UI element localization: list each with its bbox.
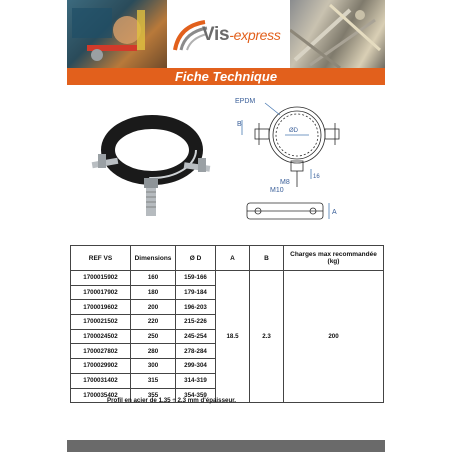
diameter-cell: 354-359 <box>176 388 216 403</box>
page-title: Fiche Technique <box>67 68 385 85</box>
tools-photo <box>67 0 167 68</box>
ref-cell: 1700021502 <box>71 315 131 330</box>
dim16-label: 16 <box>313 174 320 180</box>
dimensions-cell: 355 <box>131 388 176 403</box>
diameter-cell: 196-203 <box>176 300 216 315</box>
col-b: B <box>250 246 284 271</box>
diameter-label: ØD <box>289 128 298 134</box>
logo-text: Vis-express <box>202 24 281 45</box>
b-label: B <box>237 121 242 128</box>
screws-photo <box>290 0 385 68</box>
ref-cell: 1700031402 <box>71 373 131 388</box>
dimensions-cell: 280 <box>131 344 176 359</box>
material-note: Profil en acier de 1.35 ÷ 2.3 mm d'épaisseur. <box>107 397 237 404</box>
dimensions-cell: 180 <box>131 285 176 300</box>
table-row <box>71 271 384 286</box>
charge-value-cell: 200 <box>284 271 384 403</box>
col-ref: REF VS <box>71 246 131 271</box>
a-label: A <box>332 209 337 216</box>
diameter-cell: 299-304 <box>176 359 216 374</box>
footer-bar <box>67 440 385 452</box>
col-dimensions: Dimensions <box>131 246 176 271</box>
dimensions-cell: 250 <box>131 329 176 344</box>
diameter-cell: 179-184 <box>176 285 216 300</box>
ref-cell: 1700027802 <box>71 344 131 359</box>
diameter-cell: 278-284 <box>176 344 216 359</box>
vis-express-logo[interactable] <box>167 0 290 68</box>
diameter-cell: 159-166 <box>176 271 216 286</box>
ref-cell: 1700019602 <box>71 300 131 315</box>
m8-label: M8 <box>280 179 290 186</box>
dimensions-cell: 160 <box>131 271 176 286</box>
ref-cell: 1700024502 <box>71 329 131 344</box>
ref-cell: 1700035402 <box>71 388 131 403</box>
dimensions-cell: 315 <box>131 373 176 388</box>
dimensions-cell: 300 <box>131 359 176 374</box>
ref-cell: 1700017902 <box>71 285 131 300</box>
diameter-cell: 245-254 <box>176 329 216 344</box>
header-banner <box>67 0 385 68</box>
b-value-cell: 2.3 <box>250 271 284 403</box>
ref-cell: 1700029902 <box>71 359 131 374</box>
ref-cell: 1700015902 <box>71 271 131 286</box>
technical-drawing <box>225 95 390 235</box>
diameter-cell: 314-319 <box>176 373 216 388</box>
spec-table <box>70 245 384 403</box>
col-charge: Charges max recommandée (kg) <box>284 246 384 271</box>
dimensions-cell: 200 <box>131 300 176 315</box>
diameter-cell: 215-226 <box>176 315 216 330</box>
m10-label: M10 <box>270 187 284 194</box>
epdm-label: EPDM <box>235 98 256 105</box>
dimensions-cell: 220 <box>131 315 176 330</box>
a-value-cell: 18.5 <box>216 271 250 403</box>
col-a: A <box>216 246 250 271</box>
table-header-row <box>71 246 384 271</box>
pipe-clamp-photo <box>80 100 220 230</box>
col-diameter: Ø D <box>176 246 216 271</box>
